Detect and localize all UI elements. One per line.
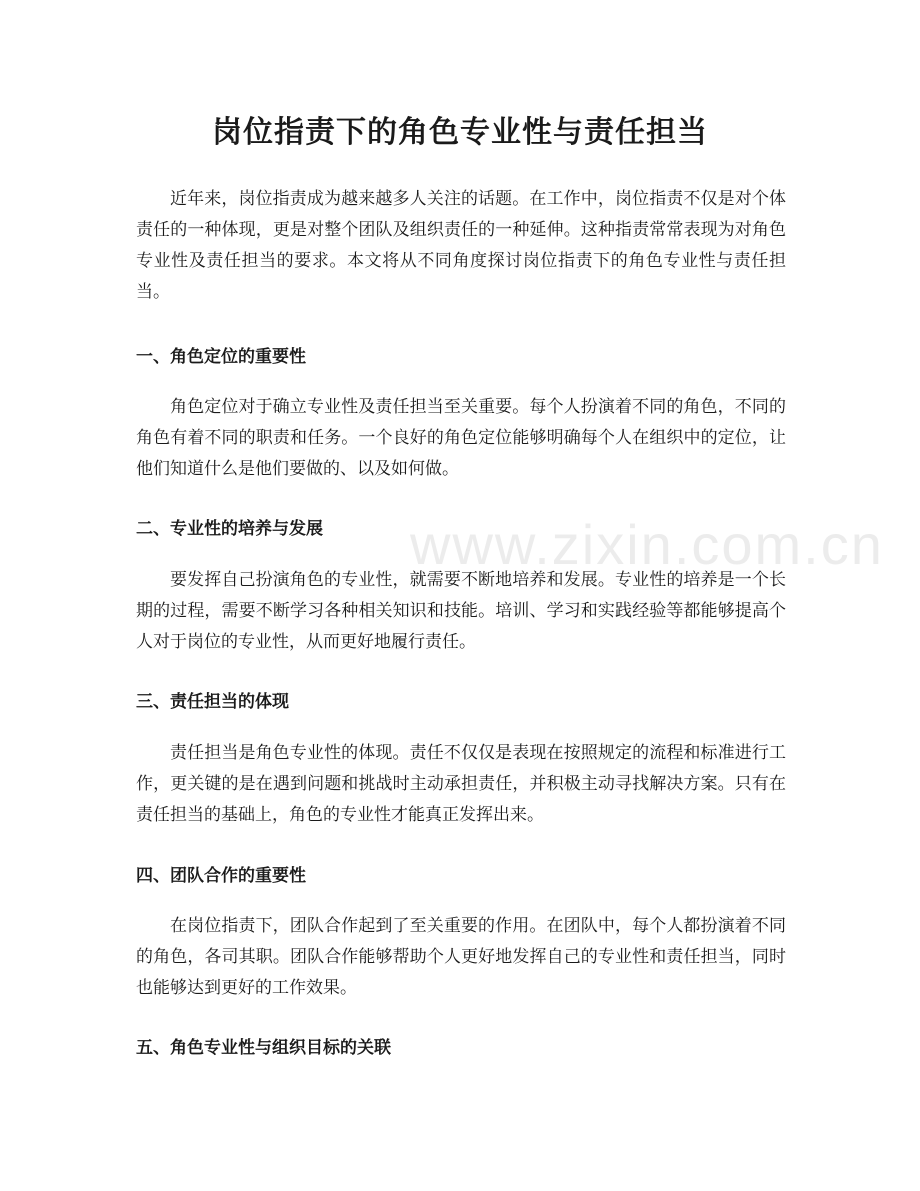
section-heading-4: 四、团队合作的重要性 <box>136 866 306 886</box>
section-body-4: 在岗位指责下，团队合作起到了至关重要的作用。在团队中，每个人都扮演着不同的角色，各司其职。团队合作能够帮助个人更好地发挥自己的专业性和责任担当，同时也能够达到更好的工作效果。 <box>136 916 786 998</box>
section-heading-3: 三、责任担当的体现 <box>136 692 289 712</box>
watermark: www.zixin.com.cn <box>410 513 884 576</box>
section-heading-1: 一、角色定位的重要性 <box>136 347 306 367</box>
section-body-3: 责任担当是角色专业性的体现。责任不仅仅是表现在按照规定的流程和标准进行工作，更关键的是在遇到问题和挑战时主动承担责任，并积极主动寻找解决方案。只有在责任担当的基础上，角色的专业性才能真正发挥出来。 <box>136 743 786 825</box>
section-body-2: 要发挥自己扮演角色的专业性，就需要不断地培养和发展。专业性的培养是一个长期的过程，需要不断学习各种相关知识和技能。培训、学习和实践经验等都能够提高个人对于岗位的专业性，从而更好地履行责任。 <box>136 570 786 652</box>
section-heading-2: 二、专业性的培养与发展 <box>136 519 323 539</box>
document-title: 岗位指责下的角色专业性与责任担当 <box>212 115 708 150</box>
section-heading-5: 五、角色专业性与组织目标的关联 <box>136 1038 391 1058</box>
intro-paragraph: 近年来，岗位指责成为越来越多人关注的话题。在工作中，岗位指责不仅是对个体责任的一种体现，更是对整个团队及组织责任的一种延伸。这种指责常常表现为对角色专业性及责任担当的要求。本文将从不同角度探讨岗位指责下的角色专业性与责任担当。 <box>136 189 786 302</box>
section-body-1: 角色定位对于确立专业性及责任担当至关重要。每个人扮演着不同的角色，不同的角色有着不同的职责和任务。一个良好的角色定位能够明确每个人在组织中的定位，让他们知道什么是他们要做的、以及如何做。 <box>136 397 786 479</box>
